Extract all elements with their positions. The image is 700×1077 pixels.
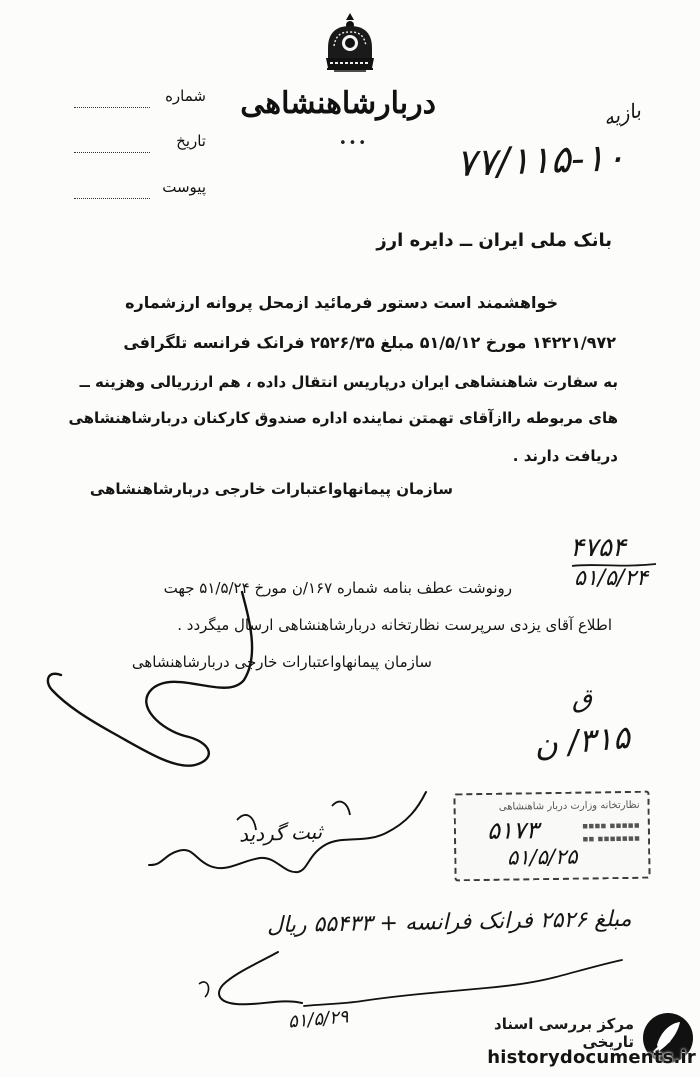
handwritten-top-word: بازیه — [600, 97, 643, 131]
handwritten-line: ثبت گردید — [238, 819, 323, 847]
meta-field-label: شماره — [165, 87, 206, 105]
archive-watermark — [428, 1010, 696, 1072]
handwritten-date: ۵۱/۵/۲۹ — [287, 1006, 350, 1033]
margin-note-number: ۴۷۵۴ — [570, 533, 626, 563]
title-ornament: ••• — [339, 136, 369, 151]
stamp-side-print: ▪▪▪▪▪ ▪▪▪▪ ▪▪▪▪▪▪▪ ▪▪ — [582, 820, 641, 845]
meta-field-line — [74, 152, 150, 153]
handwritten-initials: ق — [572, 684, 593, 714]
registration-stamp — [453, 791, 650, 882]
copy-notice-line: اطلاع آقای یزدی سرپرست نظارتخانه دربارشاهنشاهی ارسال میگردد . — [177, 616, 612, 634]
margin-note-date: ۵۱/۵/۲۴ — [574, 566, 648, 591]
letter-signature: سازمان پیمانهاواعتبارات خارجی دربارشاهنشاهی — [89, 480, 453, 498]
letter-line: به سفارت شاهنشاهی ایران درپاریس انتقال داده ، هم ارزریالی وهزینه ــ — [79, 373, 618, 391]
handwritten-short-note: ۳۱۵/ ن — [532, 717, 632, 765]
letter-line: ۱۴۲۲۱/۹۷۲ مورخ ۵۱/۵/۱۲ مبلغ ۲۵۲۶/۳۵ فرانک فرانسه تلگرافی — [123, 333, 616, 352]
letter-recipient: بانک ملی ایران ــ دایره ارز — [376, 230, 612, 251]
court-title: دربارشاهنشاهی — [240, 86, 436, 121]
meta-field-label: پیوست — [162, 178, 206, 196]
meta-field-number — [74, 87, 206, 111]
watermark-name: مرکز بررسی اسناد تاریخی — [494, 1015, 634, 1051]
royal-crown-crest-icon — [318, 10, 382, 82]
handwritten-reference-number: ۷۷/۱۱۵-۱۰ — [455, 135, 627, 185]
meta-field-attachment — [74, 178, 206, 202]
meta-field-line — [74, 198, 150, 199]
handwritten-line: مبلغ ۲۵۲۶ فرانک فرانسه + ۵۵۴۳۳ ریال — [267, 906, 633, 939]
copy-notice-signature: سازمان پیمانهاواعتبارات خارجی دربارشاهنشاهی — [131, 653, 432, 671]
copy-notice-line: رونوشت عطف بنامه شماره ۱۶۷/ن مورخ ۵۱/۵/۲۴ جهت — [163, 579, 512, 597]
stamp-heading: نظارتخانه وزارت دربار شاهنشاهی — [498, 799, 640, 813]
handwritten-loop-mark — [36, 584, 266, 774]
letter-line: خواهشمند است دستور فرمائید ازمحل پروانه ارزشماره — [125, 293, 558, 312]
letter-line: دریافت دارند . — [512, 447, 618, 465]
letter-line: های مربوطه راازآقای تهمتن نماینده اداره صندوق کارکنان دربارشاهنشاهی — [68, 409, 618, 427]
stamp-number: ۵۱۷۳ — [486, 816, 539, 845]
meta-field-label: تاریخ — [176, 132, 206, 150]
meta-field-date — [74, 132, 206, 156]
meta-field-line — [74, 107, 150, 108]
stamp-date: ۵۱/۵/۲۵ — [506, 844, 578, 870]
watermark-url: historydocuments.ir — [487, 1047, 696, 1068]
